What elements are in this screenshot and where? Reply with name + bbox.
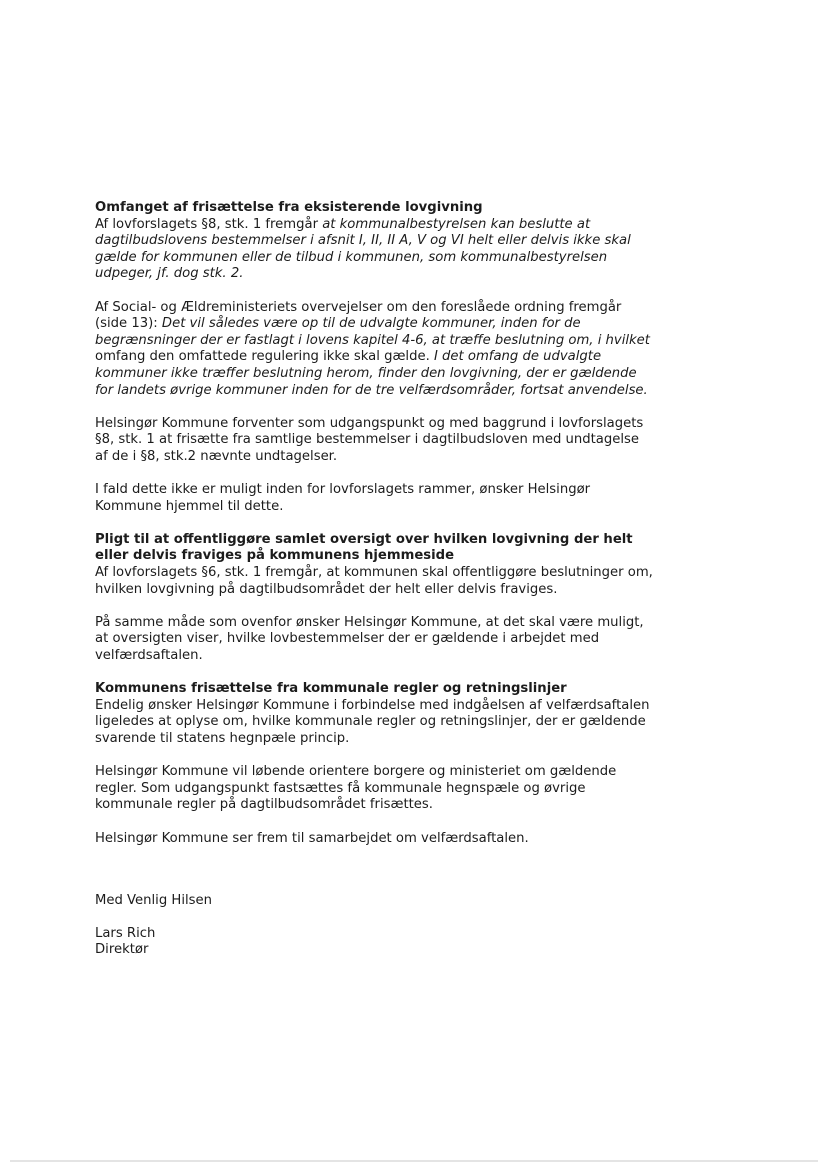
signatory-title: Direktør — [95, 942, 149, 958]
paragraph: Helsingør Kommune vil løbende orientere borgere og ministeriet om gældende regler. Som udgangspunkt fastsættes få kommunale hegnspæle og øvrige kommunale regler på dagtilbudsområdet frisættes. — [95, 764, 617, 813]
scan-edge-line — [10, 1160, 818, 1162]
paragraph-text: Af Social- og Ældreministeriets overvejelser om den foreslåede ordning fremgår (side 13): — [95, 299, 622, 332]
greeting: Med Venlig Hilsen — [95, 893, 212, 909]
section-heading: Omfanget af frisættelse fra eksisterende lovgivning — [95, 200, 483, 215]
signatory-name: Lars Rich — [95, 925, 156, 941]
section-publication-duty — [95, 532, 655, 665]
quoted-text: I det omfang de udvalgte kommuner ikke træffer beslutning herom, finder den lovgivning, der er gældende for landets øvrige kommuner inden for de tre velfærdsområder, fortsat anvendelse. — [95, 349, 648, 398]
quoted-text: at kommunalbestyrelsen kan beslutte at dagtilbudslovens bestemmelser i afsnit I, II, II A, V og VI helt eller delvis ikke skal gælde for kommunen eller de tilbud i kommunen, som kommunalbestyrelsen udpeger, jf. dog stk. 2. — [95, 216, 631, 282]
paragraph: På samme måde som ovenfor ønsker Helsingør Kommune, at det skal være muligt, at oversigten viser, hvilke lovbestemmelser der er gældende i arbejdet med velfærdsaftalen. — [95, 614, 644, 664]
section-municipal-rules — [95, 681, 655, 847]
letter-body — [95, 200, 655, 959]
paragraph: Helsingør Kommune forventer som udgangspunkt og med baggrund i lovforslagets §8, stk. 1 at frisætte fra samtlige bestemmelser i dagtilbudsloven med undtagelse af de i §8, stk.2 nævnte undtagelser. — [95, 415, 644, 464]
quoted-text: Det vil således være op til de udvalgte kommuner, inden for de begrænsninger der er fastlagt i lovens kapitel 4-6, at træffe beslutning om, i hvilket — [95, 316, 650, 348]
section-heading: Kommunens frisættelse fra kommunale regler og retningslinjer — [95, 681, 567, 697]
section-scope-of-exemption — [95, 200, 655, 515]
paragraph: Endelig ønsker Helsingør Kommune i forbindelse med indgåelsen af velfærdsaftalen ligeledes at oplyse om, hvilke kommunale regler og retningslinjer, der er gældende svarende til statens hegnpæle princip. — [95, 697, 650, 746]
paragraph-text: omfang den omfattede regulering ikke skal gælde. — [95, 349, 434, 365]
section-heading: Pligt til at offentliggøre samlet oversigt over hvilken lovgivning der helt eller delvis fraviges på kommunens hjemmeside — [95, 531, 633, 564]
paragraph: Helsingør Kommune ser frem til samarbejdet om velfærdsaftalen. — [95, 830, 529, 846]
paragraph: Af lovforslagets §6, stk. 1 fremgår, at kommunen skal offentliggøre beslutninger om, hvilken lovgivning på dagtilbudsområdet der helt eller delvis fraviges. — [95, 565, 653, 597]
letter-closing — [95, 893, 655, 959]
paragraph — [95, 300, 655, 400]
paragraph — [95, 217, 655, 283]
paragraph-text: Af lovforslagets §8, stk. 1 fremgår — [95, 216, 323, 232]
paragraph: I fald dette ikke er muligt inden for lovforslagets rammer, ønsker Helsingør Kommune hjemmel til dette. — [95, 482, 591, 514]
